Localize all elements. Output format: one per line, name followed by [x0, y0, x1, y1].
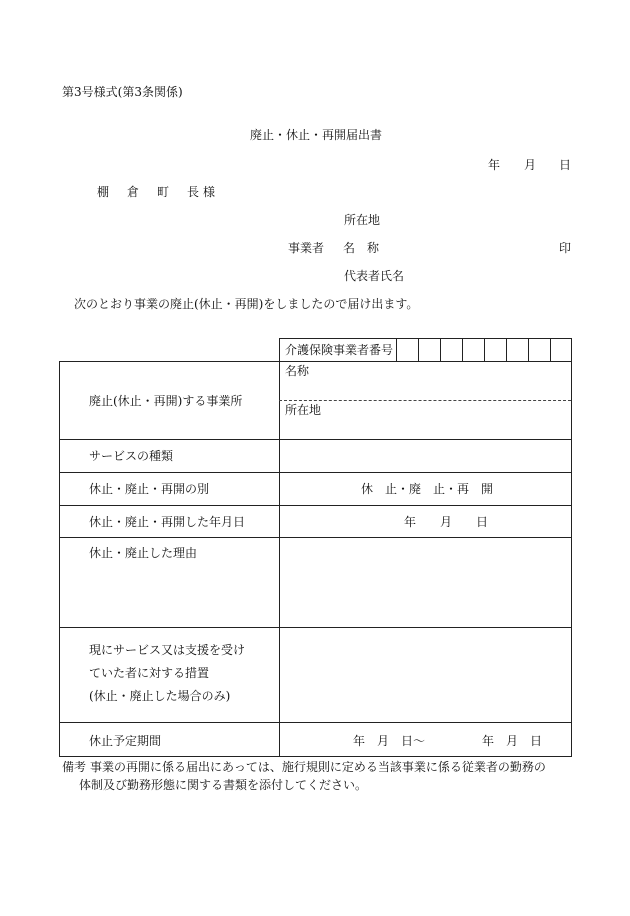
intro-text: 次のとおり事業の廃止(休止・再開)をしましたので届け出ます。 — [74, 297, 419, 311]
table-right-border — [571, 338, 572, 756]
category-options: 休 止・廃 止・再 開 — [361, 482, 494, 496]
applicant-name-label: 名 称 — [343, 241, 380, 255]
digit-box-divider — [484, 338, 485, 361]
period-end: 年 月 日 — [482, 734, 543, 748]
period-label: 休止予定期間 — [89, 734, 162, 748]
note-heading: 備考 — [62, 760, 87, 774]
provider-number-label: 介護保険事業者番号 — [285, 343, 394, 357]
date-year-label: 年 — [488, 158, 501, 172]
digit-box-divider — [396, 338, 397, 361]
note-line2: 体制及び勤務形態に関する書類を添付してください。 — [79, 778, 368, 792]
date-day-label: 日 — [559, 158, 572, 172]
table-left-border — [59, 361, 60, 756]
document-title: 廃止・休止・再開届出書 — [250, 128, 383, 142]
row-divider — [59, 439, 571, 440]
digit-box-divider — [440, 338, 441, 361]
digit-box-divider — [506, 338, 507, 361]
digit-box-divider — [550, 338, 551, 361]
note-line1: 事業の再開に係る届出にあっては、施行規則に定める当該事業に係る従業者の勤務の — [90, 760, 546, 774]
measures-label-line3: (休止・廃止した場合のみ) — [89, 689, 231, 703]
digit-box-divider — [528, 338, 529, 361]
representative-label: 代表者氏名 — [344, 269, 405, 283]
category-label: 休止・廃止・再開の別 — [89, 482, 210, 496]
addressee-honorific: 様 — [203, 185, 216, 199]
digit-box-divider — [418, 338, 419, 361]
addressee-name: 棚 倉 町 長 — [97, 185, 203, 199]
row-divider — [59, 472, 571, 473]
office-address-label: 所在地 — [285, 403, 322, 417]
date-day-label: 日 — [476, 515, 489, 529]
table-bottom-border — [59, 756, 572, 757]
main-table-top-border — [59, 361, 571, 362]
row-divider — [59, 722, 571, 723]
date-month-label: 月 — [524, 158, 537, 172]
date-label: 休止・廃止・再開した年月日 — [89, 515, 246, 529]
office-label: 廃止(休止・再開)する事業所 — [89, 394, 243, 408]
period-start: 年 月 日～ — [353, 734, 426, 748]
reason-label: 休止・廃止した理由 — [89, 546, 198, 560]
office-row-dashed-divider — [279, 400, 571, 401]
measures-label-line2: ていた者に対する措置 — [89, 666, 210, 680]
row-divider — [59, 537, 571, 538]
form-number: 第3号様式(第3条関係) — [62, 85, 183, 99]
row-divider — [59, 505, 571, 506]
seal-mark: 印 — [559, 241, 572, 255]
service-type-label: サービスの種類 — [89, 449, 174, 463]
applicant-address-label: 所在地 — [344, 213, 381, 227]
digit-box-divider — [462, 338, 463, 361]
office-name-label: 名称 — [285, 364, 310, 378]
date-month-label: 月 — [440, 515, 453, 529]
measures-label-line1: 現にサービス又は支援を受け — [89, 643, 246, 657]
applicant-role-label: 事業者 — [288, 241, 325, 255]
row-divider — [59, 627, 571, 628]
date-year-label: 年 — [404, 515, 417, 529]
